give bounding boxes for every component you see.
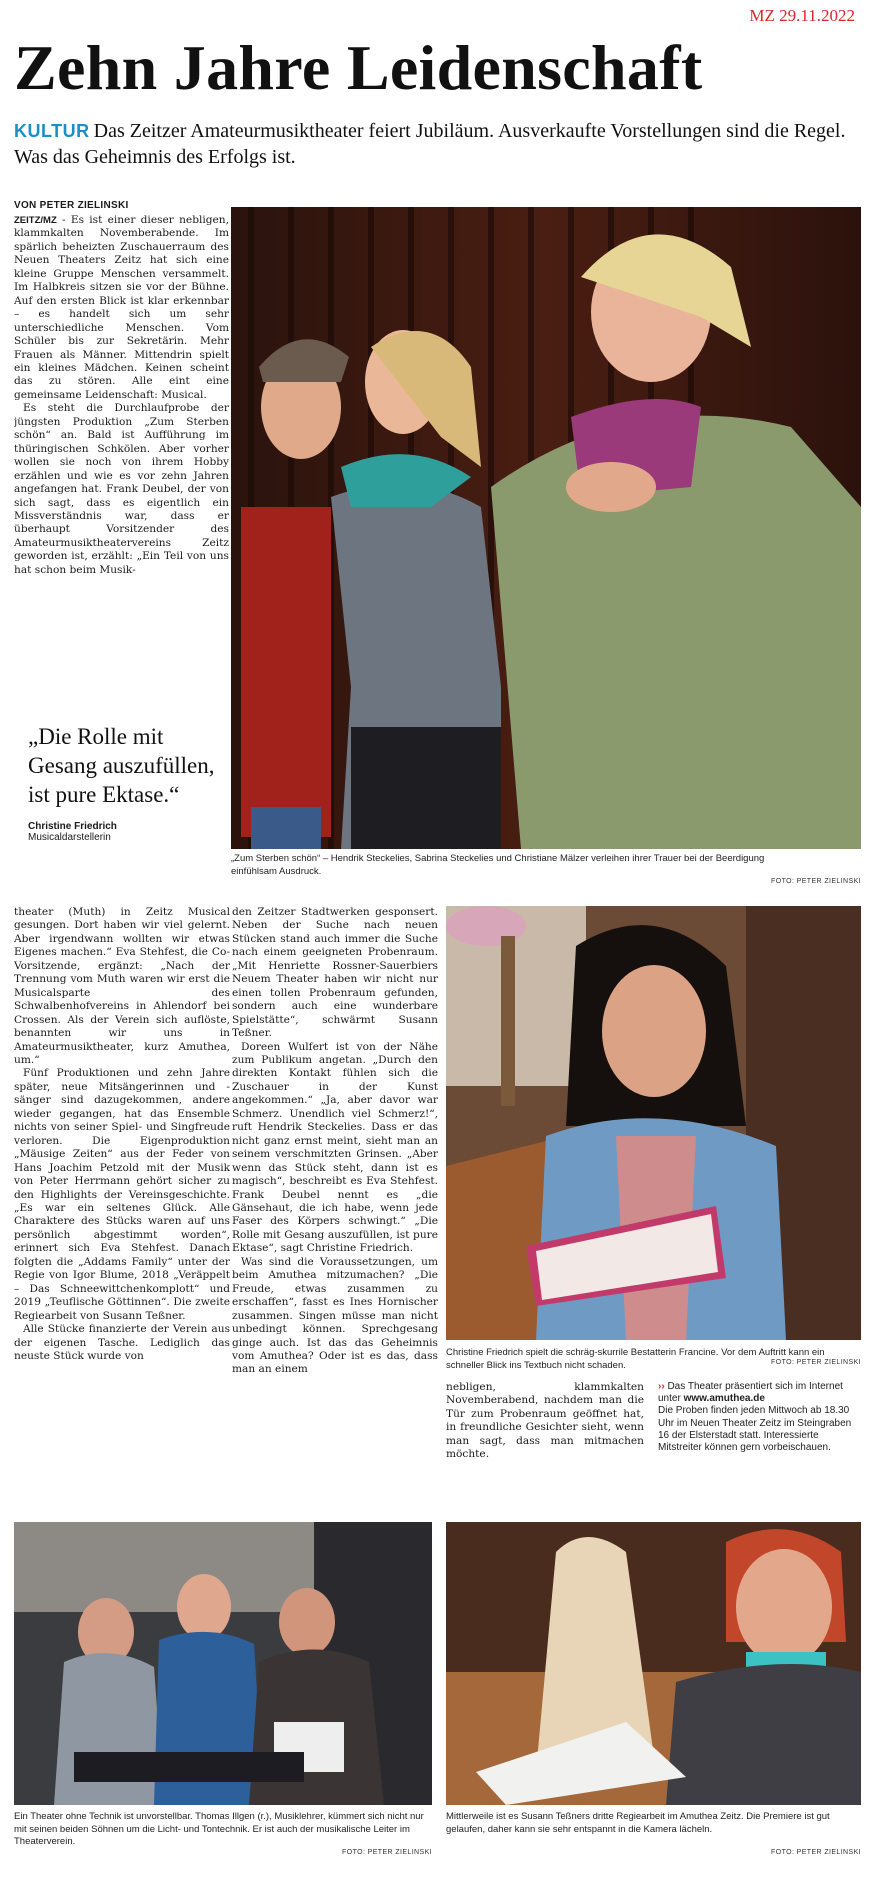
article-column-1 — [14, 214, 229, 704]
technik-photo — [14, 1522, 432, 1805]
quote-role: Musicaldarstellerin — [28, 832, 111, 843]
info-marker: ›› — [658, 1381, 665, 1392]
website-link[interactable]: www.amuthea.de — [683, 1393, 765, 1405]
susann-photo — [446, 1522, 861, 1805]
susann-photo-caption: Mittlerweile ist es Susann Teßners dritte Regiearbeit im Amuthea Zeitz. Die Premiere ist gut gelaufen, daher kann sie sehr entspannt in die Kamera lächeln. — [446, 1811, 830, 1835]
christine-photo-credit: FOTO: PETER ZIELINSKI — [771, 1359, 861, 1366]
article-column-2 — [14, 906, 230, 1446]
paragraph: Alle Stücke finanzierte der Verein aus der eigenen Tasche. Lediglich das neuste Stück wurde von — [14, 1323, 230, 1362]
main-photo-credit: FOTO: PETER ZIELINSKI — [771, 878, 861, 885]
info-box — [658, 1381, 861, 1454]
paragraph: ZEITZ/MZ - Es ist einer dieser nebligen, klammkalten Novemberabende. Im spärlich beheizten Zuschauerraum des Neuen Theaters Zeitz hat sich eine kleine Gruppe Menschen versammelt. Im Halbkreis sitzen sie vor der Bühne. Auf den ersten Blick ist klar erkennbar – es handelt sich um sehr unterschiedliche Menschen. Vom Schüler bis zur Sekretärin. Mehr Frauen als Männer. Mittendrin spielt ein kleines Mädchen. Keinen scheint das zu stören. Alle eint eine gemeinsame Leidenschaft: Musical. — [14, 214, 229, 401]
paragraph: den Zeitzer Stadtwerken gesponsert. Neben der Suche nach neuen Stücken stand auch immer die Suche nach einem geeigneten Probenraum. „Mit Henriette Rossner-Sauerbiers Neuem Theater haben wir nicht nur einen tollen Probenraum gefunden, sondern auch eine wunderbare Spielstätte“, schwärmt Susann Teßner. — [232, 906, 438, 1040]
info-text: Die Proben finden jeden Mittwoch ab 18.30 Uhr im Neuen Theater Zeitz im Steingraben 16 der Elsterstadt statt. Interessierte Mitstreiter können gern vorbeischauen. — [658, 1405, 852, 1454]
technik-photo-credit: FOTO: PETER ZIELINSKI — [342, 1849, 432, 1856]
quote-name: Christine Friedrich — [28, 821, 117, 832]
paragraph: Fünf Produktionen und zehn Jahre später, neue Mitsängerinnen und -sänger sind dazugekommen, andere wieder gegangen, hat das Ensemble nichts von seiner Spiel- und Singfreude verloren. Die Eigenproduktion „Mäusige Zeiten“ aus der Feder von Hans Joachim Petzold mit der Musik von Peter Herrmann gehört sicher zu den Highlights der Vereinsgeschichte. „Es war ein seltenes Glück. Alle Charaktere des Stücks waren auf uns persönlich abgestimmt worden“, erinnert sich Eva Stehfest. Danach folgten die „Addams Family“ unter der Regie von Igor Blume, 2018 „Veräppelt – Das Schneewittchenkomplott“ und 2019 „Teuflische Göttinnen“. Die zweite Regiearbeit von Susann Teßner. — [14, 1067, 230, 1322]
dateline-tag: ZEITZ/MZ — [14, 215, 57, 226]
paragraph: nebligen, klammkalten Novemberabend, nachdem man die Tür zum Probenraum geöffnet hat, in freundliche Gesichter sieht, wenn man sagt, dass man mitmachen möchte. — [446, 1381, 644, 1461]
paragraph: Was sind die Voraussetzungen, um beim Amuthea mitzumachen? „Die Freude, etwas zusammen zu erschaffen“, fasst es Ines Hornischer zusammen. Singen müsse man nicht unbedingt können. Sprechgesang ginge auch. Ist das das Geheimnis vom Amuthea? Oder ist es das, dass man an einem — [232, 1255, 438, 1376]
article-column-3 — [232, 906, 438, 1446]
paragraph: Es steht die Durchlaufprobe der jüngsten Produktion „Zum Sterben schön“ an. Bald ist Aufführung im thüringischen Schkölen. Aber vorher wollen sie noch von ihrem Hobby erzählen und wie es vor zehn Jahren angefangen hat. Frank Deubel, der von sich sagt, dass es eigentlich ein Missverständnis war, dass er überhaupt Vorsitzender des Amateurmusiktheatervereins Zeitz geworden ist, erzählt: „Ein Teil von uns hat schon beim Musik- — [14, 402, 229, 576]
dateline: MZ 29.11.2022 — [749, 6, 855, 25]
teaser — [14, 118, 854, 170]
paragraph: Doreen Wulfert ist von der Nähe zum Publikum angetan. „Durch den direkten Kontakt fühlen sich die Zuschauer in der Kunst angekommen.“ „Ja, aber davor war Schmerz. Unendlich viel Schmerz!“, ruft Hendrik Steckelies. Dass er das nicht ganz ernst meint, sieht man an seinem verschmitzten Grinsen. „Aber wenn das Stück steht, dann ist es magisch“, beschreibt es Eva Stehfest. Frank Deubel nennt es „die Gänsehaut, die ich habe, wenn jede Faser des Körpers schwingt.“ „Die Rolle mit Gesang auszufüllen, ist pure Ektase“, sagt Christine Friedrich. — [232, 1040, 438, 1255]
christine-photo-caption: Christine Friedrich spielt die schräg-skurrile Bestatterin Francine. Vor dem Auftritt kann ein schneller Blick ins Textbuch nicht schaden. — [446, 1347, 825, 1371]
technik-photo-caption: Ein Theater ohne Technik ist unvorstellbar. Thomas Illgen (r.), Musiklehrer, kümmert sich nicht nur mit seinen beiden Söhnen um die Licht- und Tontechnik. Er ist auch der musikalische Leiter im Theaterverein. — [14, 1811, 424, 1847]
info-line: Das Theater präsentiert sich im Internet unter — [658, 1381, 843, 1405]
paragraph: theater (Muth) in Zeitz Musical gesungen. Dort haben wir viel gelernt. Aber irgendwann wollten wir etwas Eigenes machen.“ Eva Stehfest, die Co-Vorsitzende, ergänzt: „Nach der Trennung vom Muth waren wir erst die Musicalsparte des Schwalbenhofvereins in Ahlendorf bei Crossen. Als der Verein sich auflöste, benannten wir uns in Amateurmusiktheater, kurz Amuthea, um.“ — [14, 906, 230, 1066]
byline: VON PETER ZIELINSKI — [14, 200, 129, 211]
quote-text: „Die Rolle mit Gesang auszufüllen, ist pure Ektase.“ — [28, 724, 215, 807]
christine-photo — [446, 906, 861, 1340]
teaser-text: Das Zeitzer Amateurmusiktheater feiert Jubiläum. Ausverkaufte Vorstellungen sind die Regel. Was das Geheimnis des Erfolgs ist. — [14, 120, 846, 168]
article-column-4 — [446, 1381, 644, 1481]
section-kicker: KULTUR — [14, 121, 90, 141]
main-photo — [231, 207, 861, 849]
main-photo-caption: „Zum Sterben schön“ – Hendrik Steckelies, Sabrina Steckelies und Christiane Mälzer verleihen ihrer Trauer bei der Beerdigung einfühlsam Ausdruck. — [231, 853, 765, 877]
headline: Zehn Jahre Leidenschaft — [14, 32, 703, 103]
pull-quote — [28, 722, 228, 843]
susann-photo-credit: FOTO: PETER ZIELINSKI — [771, 1849, 861, 1856]
